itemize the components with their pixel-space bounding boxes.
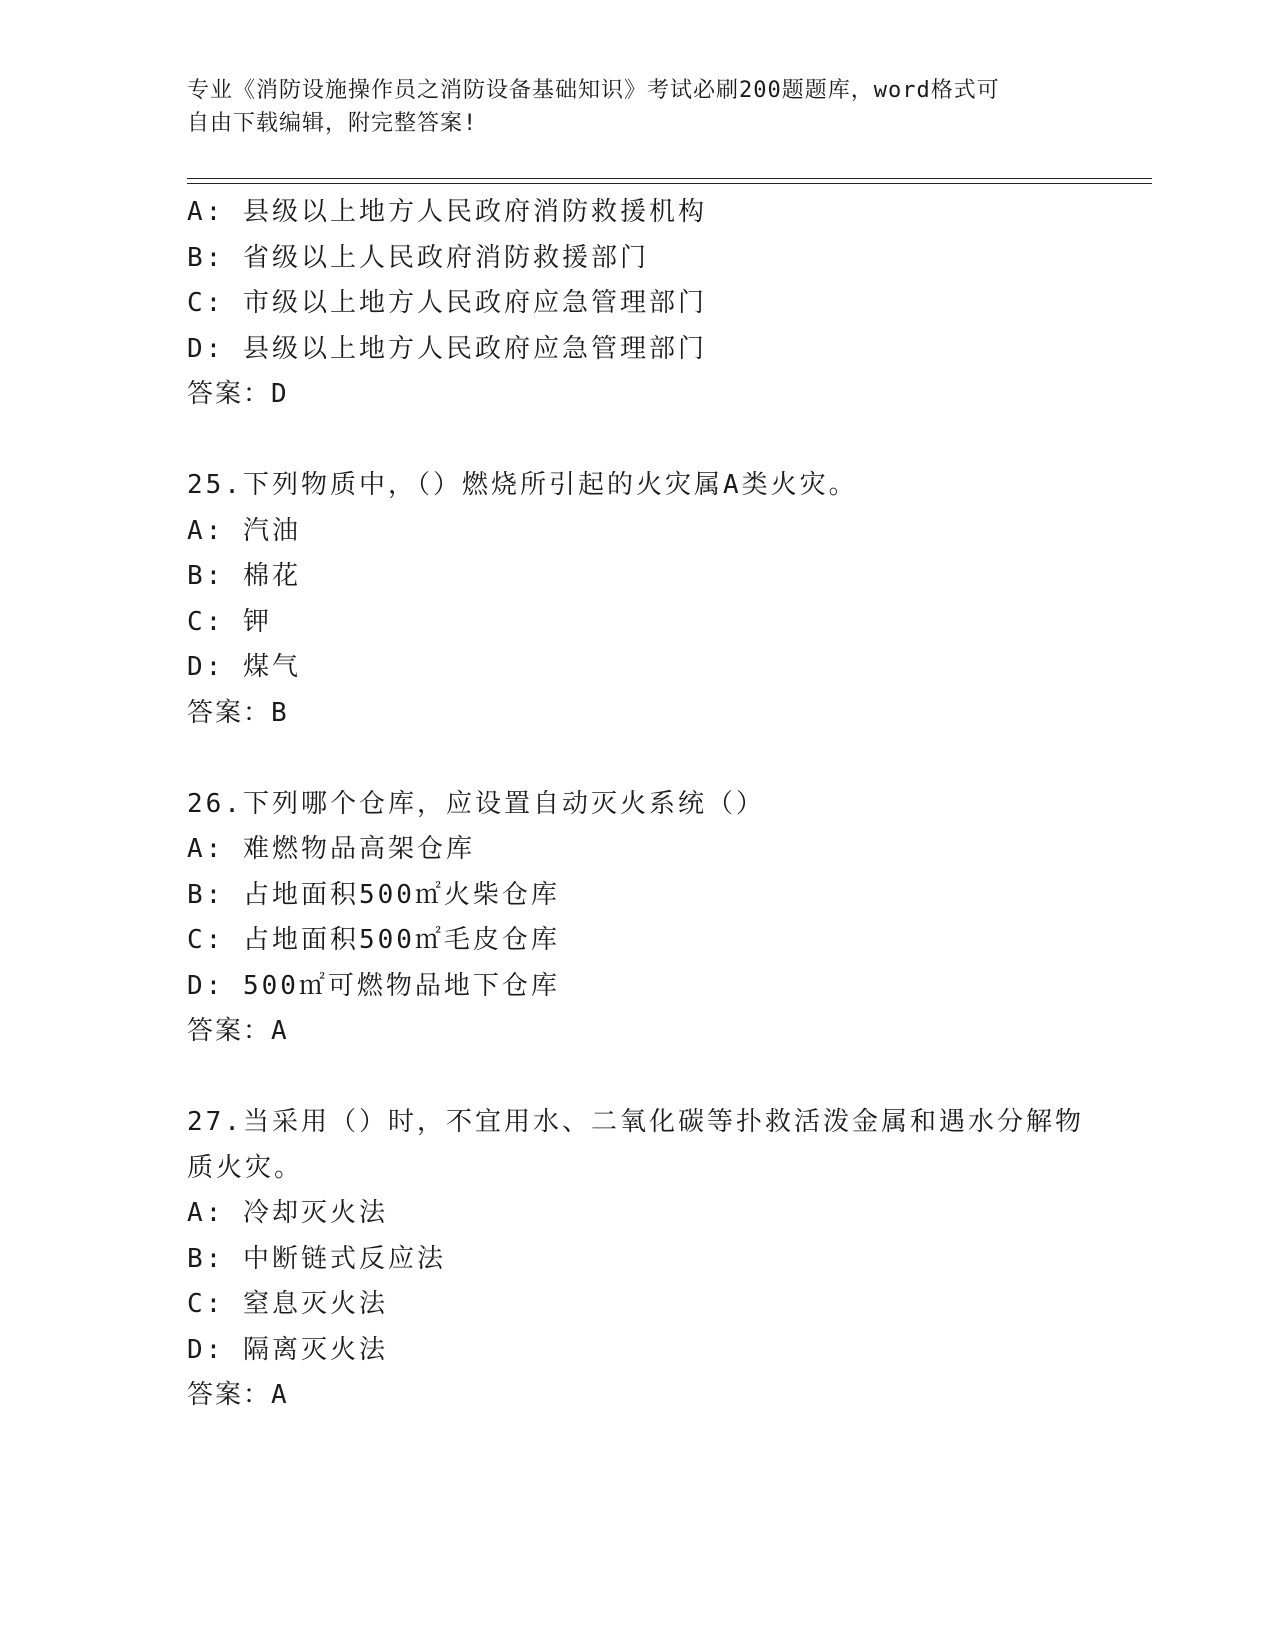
option-b: B: 占地面积500㎡火柴仓库 xyxy=(187,879,560,910)
spacer xyxy=(187,1055,1107,1101)
option-c: C: 钾 xyxy=(187,606,272,637)
spacer xyxy=(187,736,1107,782)
option-c: C: 占地面积500㎡毛皮仓库 xyxy=(187,925,560,955)
option-a: A: 难燃物品高架仓库 xyxy=(187,834,475,864)
header-title-line-1: 专业《消防设施操作员之消防设备基础知识》考试必刷200题题库，word格式可 xyxy=(187,78,1000,103)
question-stem: 25.下列物质中，（）燃烧所引起的火灾属A类火灾。 xyxy=(187,470,858,500)
option-d: D: 煤气 xyxy=(187,652,301,682)
question-27 xyxy=(187,1100,1107,1419)
option-a: A: 县级以上地方人民政府消防救援机构 xyxy=(187,197,707,227)
option-d: D: 500㎡可燃物品地下仓库 xyxy=(187,970,560,1001)
question-24 xyxy=(187,190,1107,418)
document-header xyxy=(187,74,1087,140)
option-b: B: 省级以上人民政府消防救援部门 xyxy=(187,242,649,273)
answer: 答案：A xyxy=(187,1016,289,1046)
option-c: C: 市级以上地方人民政府应急管理部门 xyxy=(187,288,707,318)
option-d: D: 隔离灭火法 xyxy=(187,1334,388,1365)
option-d: D: 县级以上地方人民政府应急管理部门 xyxy=(187,333,707,364)
question-stem: 26.下列哪个仓库，应设置自动灭火系统（） xyxy=(187,788,765,819)
question-stem-line-1: 27.当采用（）时，不宜用水、二氧化碳等扑救活泼金属和遇水分解物 xyxy=(187,1107,1084,1137)
option-b: B: 中断链式反应法 xyxy=(187,1243,446,1274)
question-list xyxy=(187,190,1107,1419)
spacer xyxy=(187,418,1107,464)
question-stem-line-2: 质火灾。 xyxy=(187,1152,304,1183)
option-b: B: 棉花 xyxy=(187,561,301,591)
option-c: C: 窒息灭火法 xyxy=(187,1289,388,1319)
option-a: A: 冷却灭火法 xyxy=(187,1198,388,1228)
question-25 xyxy=(187,463,1107,736)
answer: 答案：A xyxy=(187,1380,289,1410)
option-a: A: 汽油 xyxy=(187,515,301,546)
answer: 答案：D xyxy=(187,379,289,409)
header-divider-top xyxy=(187,178,1152,179)
question-26 xyxy=(187,782,1107,1055)
answer: 答案：B xyxy=(187,697,289,728)
header-title-line-2: 自由下载编辑，附完整答案! xyxy=(187,111,478,136)
header-divider-bottom xyxy=(187,183,1152,184)
